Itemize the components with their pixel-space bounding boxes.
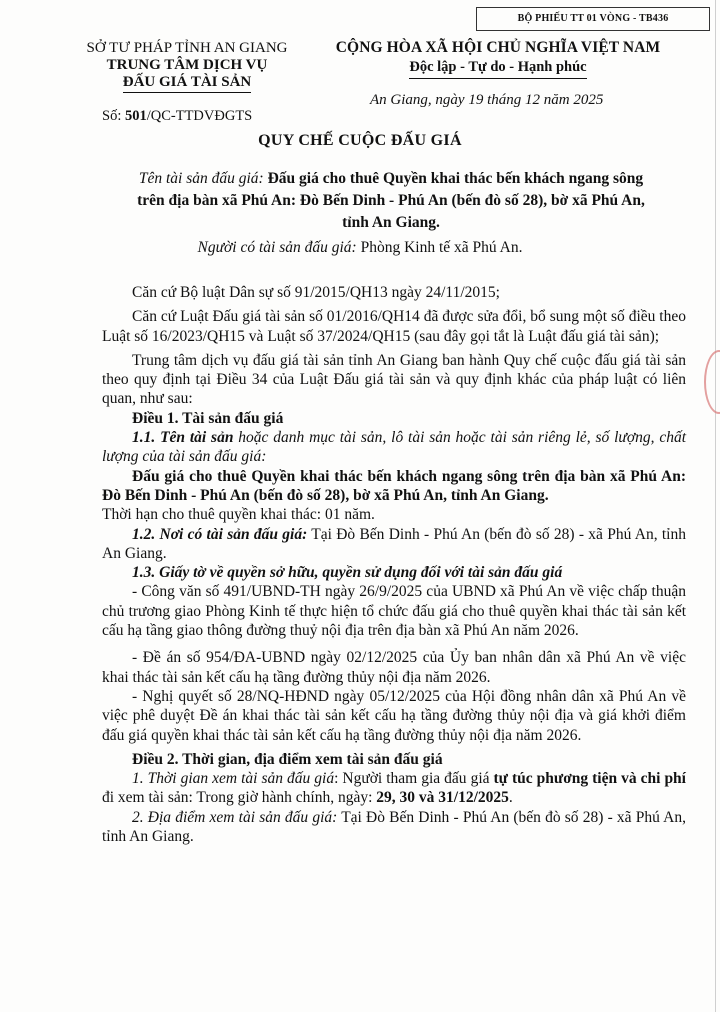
section-1-2-value: Tại Đò Bến Dinh - Phú An (bến đò số 28) - xã Phú An, tỉnh An Giang. <box>102 525 686 562</box>
country-name: CỘNG HÒA XÃ HỘI CHỦ NGHĨA VIỆT NAM <box>335 39 661 56</box>
lease-term: Thời hạn cho thuê quyền khai thác: 01 năm. <box>102 506 375 524</box>
asset-line2: trên địa bàn xã Phú An: Đò Bến Dinh - Phú An (bến đò số 28), bờ xã Phú An, <box>137 192 645 209</box>
article-1-heading: Điều 1. Tài sản đấu giá <box>132 409 284 427</box>
asset-line3: tỉnh An Giang. <box>342 214 440 231</box>
viewing-dates: 29, 30 và 31/12/2025 <box>376 789 509 807</box>
article-2-heading: Điều 2. Thời gian, địa điểm xem tài sản đấu giá <box>132 750 443 768</box>
asset-label: Tên tài sản đấu giá: <box>138 170 264 187</box>
basis-civil-code: Căn cứ Bộ luật Dân sự số 91/2015/QH13 ngày 24/11/2015; <box>132 284 500 301</box>
ownership-doc-1: - Công văn số 491/UBND-TH ngày 26/9/2025 của UBND xã Phú An về việc chấp thuận chủ trương giao Phòng Kinh tế thực hiện tổ chức đấu giá cho thuê quyền khai thác tài sản kết cấu hạ tầng giao thông đường thuỷ nội địa trên địa bàn xã Phú An năm 2026. <box>102 583 686 640</box>
section-2-2-label: 2. Địa điểm xem tài sản đấu giá: <box>132 808 338 826</box>
document-date: An Giang, ngày 19 tháng 12 năm 2025 <box>370 92 604 108</box>
reference-box: BỘ PHIẾU TT 01 VÒNG - TB436 <box>476 7 710 31</box>
section-1-2-label: 1.2. Nơi có tài sản đấu giá: <box>132 525 308 543</box>
section-1-1-label: 1.1. Tên tài sản <box>132 429 234 447</box>
document-body <box>102 283 686 846</box>
section-1-1 <box>102 428 686 467</box>
section-2-2 <box>102 808 686 847</box>
doc-number-suffix: /QC-TTDVĐGTS <box>146 108 253 124</box>
section-2-1 <box>102 769 686 808</box>
owner-label: Người có tài sản đấu giá: <box>197 239 357 256</box>
issuing-agency <box>72 40 302 93</box>
section-2-1-bold-a: tự túc phương tiện và chi phí <box>493 770 686 788</box>
basis-auction-law: Căn cứ Luật Đấu giá tài sản số 01/2016/QH14 đã được sửa đổi, bổ sung một số điều theo Luật số 16/2023/QH15 và Luật số 37/2024/QH15 (sau đây gọi tắt là Luật đấu giá tài sản); <box>102 308 686 345</box>
asset-name-block <box>96 168 686 234</box>
doc-number-prefix: Số: <box>102 108 125 124</box>
scan-edge-line <box>715 0 716 1012</box>
asset-owner <box>0 239 720 257</box>
owner-value: Phòng Kinh tế xã Phú An. <box>356 239 523 256</box>
red-stamp-mark <box>704 350 720 414</box>
issuance-statement: Trung tâm dịch vụ đấu giá tài sản tỉnh An Giang ban hành Quy chế cuộc đấu giá tài sản theo quy định tại Điều 34 của Luật Đấu giá tài sản và quy định khác của pháp luật có liên quan, như sau: <box>102 351 686 408</box>
asset-description: Đấu giá cho thuê Quyền khai thác bến khách ngang sông trên địa bàn xã Phú An: Đò Bến Dinh - Phú An (bến đò số 28), bờ xã Phú An, tỉnh An Giang. <box>102 467 686 504</box>
document-number <box>102 108 252 125</box>
motto: Độc lập - Tự do - Hạnh phúc <box>409 58 586 79</box>
agency-parent: SỞ TƯ PHÁP TỈNH AN GIANG <box>86 40 288 56</box>
section-2-1-end: . <box>508 789 513 807</box>
section-2-1-label: 1. Thời gian xem tài sản đấu giá <box>132 770 335 788</box>
section-2-1-text-b: đi xem tài sản: Trong giờ hành chính, ngày: <box>102 789 377 807</box>
agency-name-line1: TRUNG TÂM DỊCH VỤ <box>106 57 268 73</box>
agency-name-line2: ĐẤU GIÁ TÀI SẢN <box>123 74 252 93</box>
national-motto <box>318 38 678 79</box>
ownership-doc-2: - Đề án số 954/ĐA-UBND ngày 02/12/2025 của Ủy ban nhân dân xã Phú An về việc khai thác tài sản kết cấu hạ tầng đường thủy nội địa năm 2026. <box>102 649 686 686</box>
section-2-1-text-a: : Người tham gia đấu giá <box>334 770 494 788</box>
doc-number-value: 501 <box>124 108 147 124</box>
document-title: QUY CHẾ CUỘC ĐẤU GIÁ <box>258 132 462 149</box>
section-1-3-heading: 1.3. Giấy tờ về quyền sở hữu, quyền sử dụng đối với tài sản đấu giá <box>132 564 563 582</box>
ownership-doc-3: - Nghị quyết số 28/NQ-HĐND ngày 05/12/2025 của Hội đồng nhân dân xã Phú An về việc phê duyệt Đề án khai thác tài sản kết cấu hạ tầng đường thủy nội địa và giá khởi điểm đấu giá quyền khai thác tài sản kết cấu hạ tầng đường thủy nội địa năm 2026. <box>102 687 686 744</box>
section-1-1-text: hoặc danh mục tài sản, lô tài sản hoặc tài sản riêng lẻ, số lượng, chất lượng của tài sản đấu giá: <box>102 429 687 466</box>
section-2-2-value: Tại Đò Bến Dinh - Phú An (bến đò số 28) - xã Phú An, tỉnh An Giang. <box>102 808 686 846</box>
asset-line1: Đấu giá cho thuê Quyền khai thác bến khách ngang sông <box>263 170 644 187</box>
section-1-2 <box>102 525 686 564</box>
